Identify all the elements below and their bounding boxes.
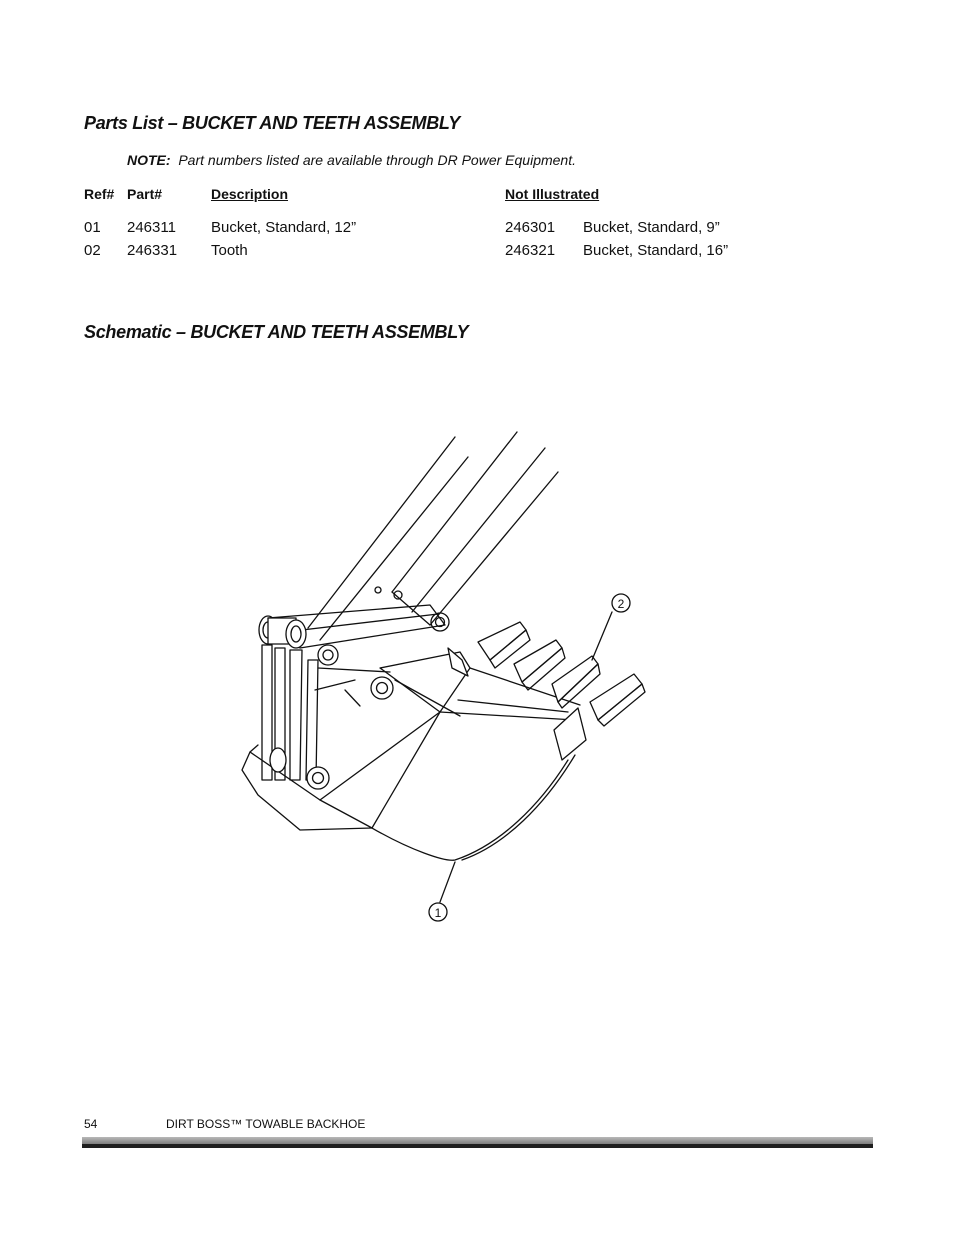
row-1-ni-description: Bucket, Standard, 9” bbox=[583, 219, 720, 236]
row-2-ni-part: 246321 bbox=[505, 242, 556, 259]
row-2-ref: 02 bbox=[84, 242, 101, 259]
header-ref: Ref# bbox=[84, 186, 115, 202]
bucket-body bbox=[242, 652, 580, 860]
schematic-title: Schematic – BUCKET AND TEETH ASSEMBLY bbox=[84, 322, 469, 342]
callout-2 bbox=[612, 594, 630, 612]
row-1-part: 246311 bbox=[127, 219, 176, 236]
parts-list-title: Parts List – BUCKET AND TEETH ASSEMBLY bbox=[84, 113, 460, 133]
row-2-description: Tooth bbox=[211, 242, 248, 259]
page-number: 54 bbox=[84, 1117, 98, 1131]
callout-1-label: 1 bbox=[434, 906, 442, 920]
bucket-teeth bbox=[448, 622, 645, 760]
tooth-leader-line bbox=[592, 612, 612, 660]
row-1-ni-part: 246301 bbox=[505, 219, 556, 236]
header-part: Part# bbox=[127, 186, 163, 202]
note-text: Part numbers listed are available through DR Power Equipment. bbox=[178, 152, 576, 168]
footer-rule-grey bbox=[82, 1137, 873, 1144]
row-2-part: 246331 bbox=[127, 242, 178, 259]
header-not-illustrated: Not Illustrated bbox=[505, 186, 600, 202]
bucket-leader-line bbox=[440, 862, 455, 902]
callout-2-label: 2 bbox=[617, 597, 625, 611]
row-2-ni-description: Bucket, Standard, 16” bbox=[583, 242, 729, 259]
note-label: NOTE: bbox=[127, 152, 171, 168]
row-1-description: Bucket, Standard, 12” bbox=[211, 219, 357, 236]
footer-title: DIRT BOSS™ TOWABLE BACKHOE bbox=[166, 1117, 366, 1131]
pivot-pins bbox=[259, 616, 338, 665]
callout-1 bbox=[429, 903, 447, 921]
header-description: Description bbox=[211, 186, 289, 202]
footer-rule-black bbox=[82, 1144, 873, 1148]
row-1-ref: 01 bbox=[84, 219, 101, 236]
